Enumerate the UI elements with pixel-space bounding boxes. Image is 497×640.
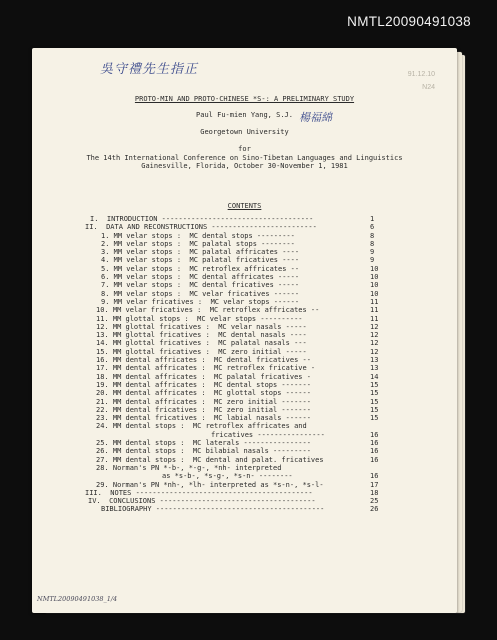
- toc-entry-label: 7. MM velar stops : MC dental fricatives -----: [101, 281, 300, 290]
- toc-entry-page: 10: [370, 289, 379, 298]
- toc-entry-label: I. INTRODUCTION ------------------------------------: [90, 215, 314, 223]
- toc-entry: [32, 331, 457, 339]
- document-page: [32, 48, 457, 613]
- toc-entry-label: 14. MM glottal fricatives : MC palatal nasals ---: [96, 339, 307, 348]
- toc-entry-label: 15. MM glottal fricatives : MC zero initial -----: [96, 347, 307, 356]
- toc-entry-label: 11. MM glottal stops : MC velar stops ----------: [96, 314, 303, 323]
- toc-entry-label: 17. MM dental affricates : MC retroflex fricative -: [96, 364, 316, 373]
- toc-entry-label: 3. MM velar stops : MC palatal affricates ----: [101, 248, 300, 257]
- doc-title: PROTO-MIN AND PROTO-CHINESE *S-: A PRELIMINARY STUDY: [134, 95, 355, 103]
- toc-entry-page: 15: [370, 414, 379, 423]
- toc-entry-page: 25: [370, 497, 379, 506]
- toc-entry-page: 15: [370, 397, 379, 406]
- toc-entry-page: 13: [370, 364, 379, 373]
- toc-entry: [32, 306, 457, 314]
- toc-entry-page: 8: [370, 239, 375, 248]
- doc-for: for: [238, 145, 251, 153]
- doc-author: [32, 111, 457, 119]
- toc-entry-page: 11: [370, 314, 379, 323]
- archive-id: NMTL20090491038: [347, 14, 471, 29]
- doc-conference-line2: Gainesville, Florida, October 30-November 1, 1981: [141, 162, 348, 170]
- toc-entry-label: 28. Norman's PN *-b-, *-g-, *nh- interpreted: [96, 463, 282, 472]
- toc-entry: [32, 464, 457, 472]
- toc-entry-page: 11: [370, 297, 379, 306]
- contents-heading: CONTENTS: [227, 202, 262, 210]
- toc-entry-page: 6: [370, 223, 375, 232]
- handwritten-dedication: 吳守禮先生指正: [100, 62, 199, 77]
- toc-entry-label: 4. MM velar stops : MC palatal fricatives ----: [101, 256, 300, 265]
- doc-university: Georgetown University: [200, 128, 289, 136]
- toc-entry-page: 12: [370, 347, 379, 356]
- toc-entry: [32, 456, 457, 464]
- toc-entry: [32, 223, 457, 231]
- handwritten-catalog-number: NMTL20090491038_1/4: [37, 595, 118, 603]
- toc-entry-page: 15: [370, 389, 379, 398]
- toc-entry: [32, 315, 457, 323]
- toc-entry-page: 9: [370, 256, 375, 265]
- toc-entry: [32, 373, 457, 381]
- toc-entry-page: 16: [370, 447, 379, 456]
- toc-entry-label: 27. MM dental stops : MC dental and palat. fricatives: [96, 455, 324, 464]
- toc-entry-label: 25. MM dental stops : MC laterals ----------------: [96, 439, 311, 448]
- toc-entry: [32, 505, 457, 513]
- toc-entry-page: 16: [370, 472, 379, 481]
- toc-entry: [32, 339, 457, 347]
- toc-entry-page: 11: [370, 306, 379, 315]
- toc-entry-label: 12. MM glottal fricatives : MC velar nasals -----: [96, 322, 307, 331]
- toc-entry-label: BIBLIOGRAPHY ----------------------------------------: [101, 505, 325, 514]
- toc-entry-label: 18. MM dental affricates : MC palatal fricatives -: [96, 372, 311, 381]
- table-of-contents: [32, 215, 457, 514]
- toc-entry: [32, 439, 457, 447]
- toc-entry-page: 10: [370, 281, 379, 290]
- toc-entry-page: 10: [370, 273, 379, 282]
- toc-entry: [32, 497, 457, 505]
- toc-entry-label: 13. MM glottal fricatives : MC dental nasals ----: [96, 331, 307, 340]
- toc-entry-page: 26: [370, 505, 379, 514]
- toc-entry: [32, 215, 457, 223]
- toc-entry-page: 15: [370, 405, 379, 414]
- toc-entry: [32, 447, 457, 455]
- toc-entry-label: III. NOTES ------------------------------------------: [85, 488, 313, 497]
- toc-entry-label: IV. CONCLUSIONS -------------------------------------: [88, 497, 316, 506]
- handwritten-author-name: 楊福綿: [299, 111, 332, 124]
- toc-entry-label: 20. MM dental affricates : MC glottal stops ------: [96, 389, 311, 398]
- toc-entry-page: 14: [370, 372, 379, 381]
- toc-entry-label: 5. MM velar stops : MC retroflex affricates --: [101, 264, 300, 273]
- toc-entry-page: 13: [370, 356, 379, 365]
- toc-entry-page: 12: [370, 331, 379, 340]
- toc-entry: [32, 414, 457, 422]
- toc-entry: [32, 481, 457, 489]
- toc-entry-page: 15: [370, 380, 379, 389]
- toc-entry-label: 10. MM velar fricatives : MC retroflex affricates --: [96, 306, 320, 315]
- toc-entry-label: as *s-b-, *s-g-, *s-n- --------: [162, 472, 293, 481]
- toc-entry: [32, 265, 457, 273]
- toc-entry-label: 8. MM velar stops : MC velar fricatives ------: [101, 289, 300, 298]
- toc-entry-label: 24. MM dental stops : MC retroflex affricates and: [96, 422, 307, 431]
- toc-entry-label: 21. MM dental affricates : MC zero initial -------: [96, 397, 311, 406]
- toc-entry-page: 9: [370, 248, 375, 257]
- toc-entry: [32, 472, 457, 480]
- toc-entry: [32, 356, 457, 364]
- toc-entry-label: 26. MM dental stops : MC bilabial nasals ---------: [96, 447, 311, 456]
- toc-entry: [32, 323, 457, 331]
- toc-entry-label: II. DATA AND RECONSTRUCTIONS -------------------------: [85, 223, 317, 232]
- toc-entry: [32, 298, 457, 306]
- toc-entry-page: 18: [370, 488, 379, 497]
- toc-entry: [32, 281, 457, 289]
- toc-entry-label: 6. MM velar stops : MC dental affricates -----: [101, 273, 300, 282]
- toc-entry-page: 10: [370, 264, 379, 273]
- toc-entry-label: 22. MM dental fricatives : MC zero initial -------: [96, 405, 311, 414]
- toc-entry: [32, 348, 457, 356]
- toc-entry-label: fricatives ----------------: [211, 430, 325, 439]
- toc-entry: [32, 406, 457, 414]
- toc-entry-page: 12: [370, 339, 379, 348]
- toc-entry-label: 9. MM velar fricatives : MC velar stops ------: [101, 297, 300, 306]
- toc-entry-page: 16: [370, 430, 379, 439]
- author-name: Paul Fu-mien Yang, S.J.: [196, 111, 293, 119]
- toc-entry-page: 16: [370, 455, 379, 464]
- toc-entry: [32, 431, 457, 439]
- toc-entry: [32, 256, 457, 264]
- toc-entry-label: 16. MM dental affricates : MC dental fricatives --: [96, 356, 311, 365]
- toc-entry: [32, 248, 457, 256]
- toc-entry: [32, 489, 457, 497]
- toc-entry-page: 12: [370, 322, 379, 331]
- toc-entry: [32, 364, 457, 372]
- pencil-note: 91.12.10: [407, 71, 435, 78]
- toc-entry-label: 23. MM dental fricatives : MC labial nasals ------: [96, 414, 311, 423]
- toc-entry: [32, 381, 457, 389]
- toc-entry-label: 29. Norman's PN *nh-, *lh- interpreted as *s-n-, *s-l-: [96, 480, 324, 489]
- toc-entry: [32, 273, 457, 281]
- toc-entry: [32, 232, 457, 240]
- pencil-note: N24: [422, 84, 435, 91]
- toc-entry: [32, 398, 457, 406]
- toc-entry-page: 16: [370, 439, 379, 448]
- doc-conference-line1: The 14th International Conference on Sino-Tibetan Languages and Linguistics: [86, 154, 403, 162]
- toc-entry: [32, 389, 457, 397]
- toc-entry-page: 1: [370, 215, 375, 223]
- toc-entry-label: 2. MM velar stops : MC palatal stops --------: [101, 239, 295, 248]
- toc-entry-label: 1. MM velar stops : MC dental stops ---------: [101, 231, 295, 240]
- toc-entry: [32, 240, 457, 248]
- toc-entry: [32, 422, 457, 430]
- toc-entry-label: 19. MM dental affricates : MC dental stops -------: [96, 380, 311, 389]
- toc-entry: [32, 290, 457, 298]
- toc-entry-page: 17: [370, 480, 379, 489]
- toc-entry-page: 8: [370, 231, 375, 240]
